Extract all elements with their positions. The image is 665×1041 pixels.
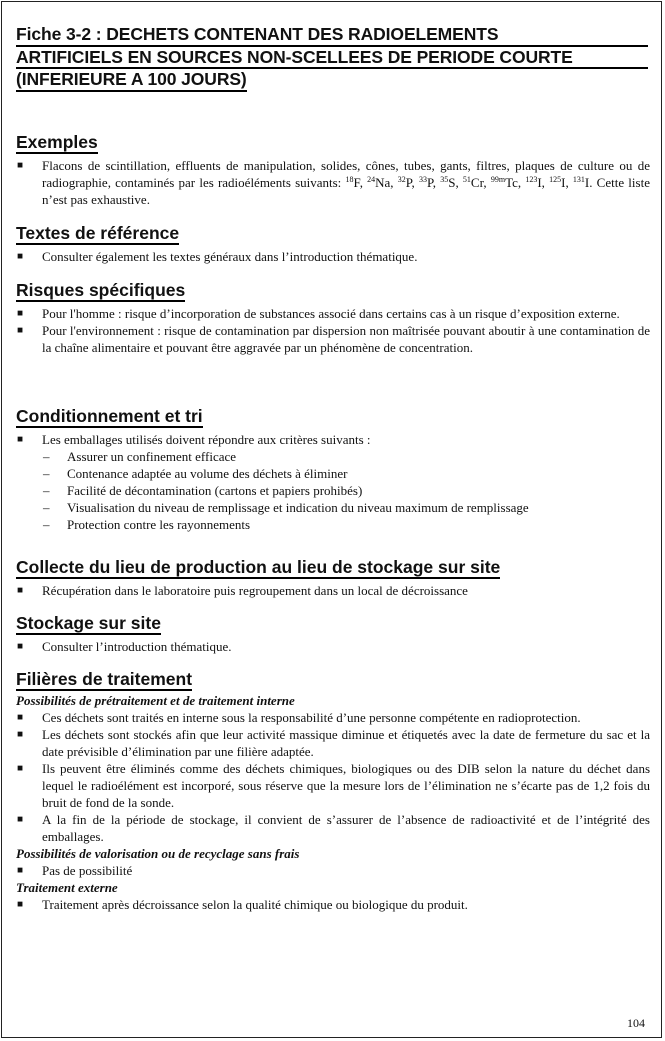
- sub-list-item: – Visualisation du niveau de remplissage et indication du niveau maximum de remplissage: [43, 500, 529, 515]
- list-item: ■ Flacons de scintillation, effluents de manipulation, solides, cônes, tubes, gants, filtres, plaques de culture ou de radiographie, contaminés par les radioéléments suivants: $^{18}$F, $^{24}$Na, $^{32}$P, $^{33}$P, $^{35}$S, $^{51}$Cr, $^{99m}$Tc, $^{123}$I, $^{125}$I, $^{131}$I. Cette liste n’est pas exhaustive.: [17, 158, 650, 207]
- section-heading: Filières de traitement: [16, 669, 193, 689]
- bullet-icon: ■: [17, 434, 24, 445]
- title-line-2: ARTIFICIELS EN SOURCES NON-SCELLEES DE PERIODE COURTE: [16, 47, 648, 70]
- bullet-icon: ■: [17, 814, 24, 825]
- bullet-icon: ■: [17, 585, 24, 596]
- page-title: [16, 24, 648, 92]
- section-stockage: [16, 614, 650, 655]
- page-number: 104: [627, 1016, 645, 1030]
- bullet-icon: ■: [17, 729, 24, 740]
- sub-heading: Possibilités de prétraitement et de traitement interne: [16, 693, 295, 708]
- list-item: ■ Pour l'homme : risque d’incorporation de substances associé dans certains cas à un risque d’exposition externe.: [17, 306, 620, 321]
- bullet-icon: ■: [17, 865, 24, 876]
- sub-list-item: – Facilité de décontamination (cartons et papiers prohibés): [43, 483, 363, 498]
- sub-heading: Possibilités de valorisation ou de recyclage sans frais: [16, 846, 300, 861]
- section-heading: Stockage sur site: [16, 613, 161, 633]
- section-exemples: [16, 133, 650, 208]
- bullet-icon: ■: [17, 160, 24, 171]
- dash-icon: –: [43, 449, 50, 464]
- title-line-3: (INFERIEURE A 100 JOURS): [16, 69, 247, 92]
- section-textes: [16, 224, 650, 265]
- bullet-icon: ■: [17, 308, 24, 319]
- sub-list-item: – Protection contre les rayonnements: [43, 517, 251, 532]
- document-page: [1, 1, 662, 1038]
- section-collecte: [16, 558, 650, 599]
- list-item: ■ Pas de possibilité: [17, 863, 133, 878]
- bullet-icon: ■: [17, 641, 24, 652]
- bullet-icon: ■: [17, 325, 24, 336]
- list-item: ■ Les déchets sont stockés afin que leur activité massique diminue et étiquetés avec la date de fermeture du sac et la date prévisible d’élimination par une filière adaptée.: [17, 727, 650, 759]
- section-heading: Risques spécifiques: [16, 280, 186, 300]
- dash-icon: –: [43, 483, 50, 498]
- title-line-1: Fiche 3-2 : DECHETS CONTENANT DES RADIOELEMENTS: [16, 24, 648, 47]
- section-conditionnement: [16, 407, 650, 533]
- list-item: ■ Récupération dans le laboratoire puis regroupement dans un local de décroissance: [17, 583, 468, 598]
- dash-icon: –: [43, 466, 50, 481]
- dash-icon: –: [43, 517, 50, 532]
- bullet-icon: ■: [17, 712, 24, 723]
- list-item: ■ Ces déchets sont traités en interne sous la responsabilité d’une personne compétente en radioprotection.: [17, 710, 581, 725]
- bullet-icon: ■: [17, 763, 24, 774]
- list-item: ■ Pour l'environnement : risque de contamination par dispersion non maîtrisée pouvant aboutir à une contamination de la chaîne alimentaire et pouvant être aggravée par un phénomène de concentration.: [17, 323, 650, 355]
- section-heading: Conditionnement et tri: [16, 406, 203, 426]
- sub-heading: Traitement externe: [16, 880, 118, 895]
- list-item: ■ Traitement après décroissance selon la qualité chimique ou biologique du produit.: [17, 897, 468, 912]
- bullet-icon: ■: [17, 251, 24, 262]
- list-item: ■ Consulter l’introduction thématique.: [17, 639, 232, 654]
- dash-icon: –: [43, 500, 50, 515]
- section-heading: Exemples: [16, 132, 98, 152]
- section-heading: Textes de référence: [16, 223, 180, 243]
- list-item: ■ Les emballages utilisés doivent répondre aux critères suivants :: [17, 432, 371, 447]
- bullet-icon: ■: [17, 899, 24, 910]
- section-risques: [16, 281, 650, 356]
- section-filieres: [16, 670, 650, 913]
- sub-list-item: – Contenance adaptée au volume des déchets à éliminer: [43, 466, 348, 481]
- section-heading: Collecte du lieu de production au lieu de stockage sur site: [16, 557, 501, 577]
- sub-list-item: – Assurer un confinement efficace: [43, 449, 237, 464]
- list-item: ■ Consulter également les textes généraux dans l’introduction thématique.: [17, 249, 418, 264]
- list-item: ■ A la fin de la période de stockage, il convient de s’assurer de l’absence de radioactivité et de l’intégrité des emballages.: [17, 812, 650, 844]
- list-item: ■ Ils peuvent être éliminés comme des déchets chimiques, biologiques ou des DIB selon la nature du déchet dans lequel le radioélément est incorporé, sous réserve que la mesure lors de l’élimination ne s’écarte pas de 1,2 fois du bruit de fond de la sonde.: [17, 761, 650, 810]
